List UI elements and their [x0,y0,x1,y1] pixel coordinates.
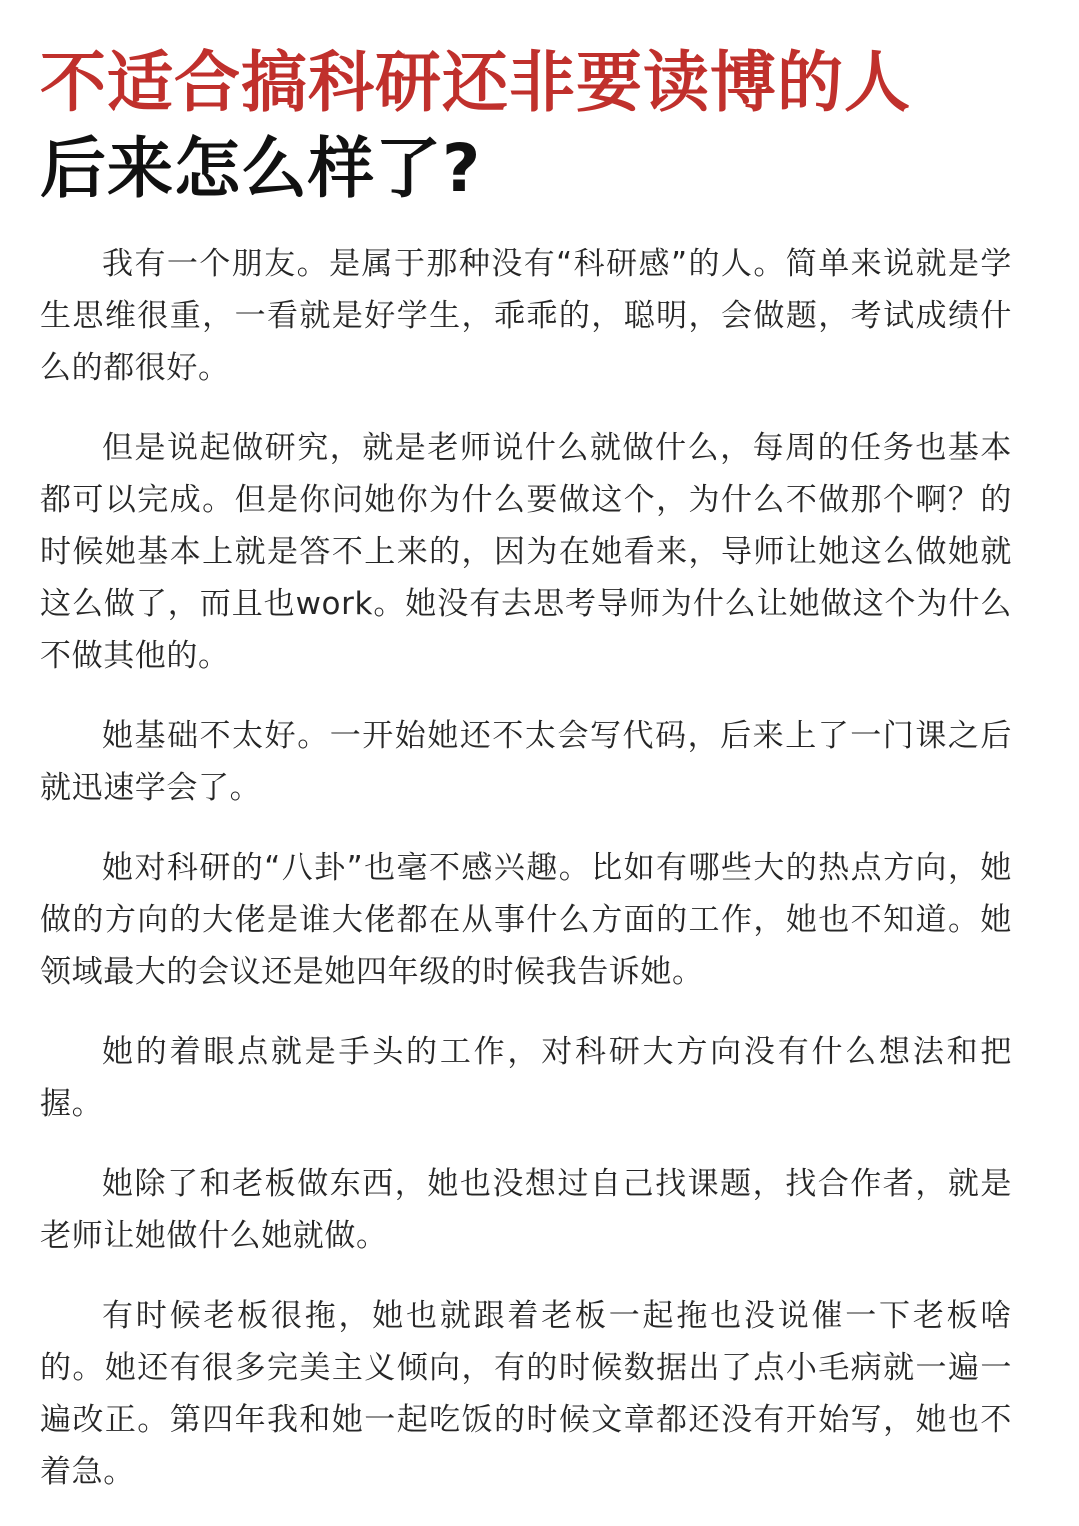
title-line-2: 后来怎么样了? [40,130,482,207]
paragraph-5: 她的着眼点就是手头的工作，对科研大方向没有什么想法和把握。 [40,1034,1012,1122]
paragraph-3: 她基础不太好。一开始她还不太会写代码，后来上了一门课之后就迅速学会了。 [40,718,1012,806]
paragraph-4: 她对科研的“八卦”也毫不感兴趣。比如有哪些大的热点方向，她做的方向的大佬是谁大佬都在从事什么方面的工作，她也不知道。她领域最大的会议还是她四年级的时候我告诉她。 [40,850,1012,990]
article-body [40,238,1012,1498]
title-line-1: 不适合搞科研还非要读博的人 [40,44,911,121]
article [40,40,1012,1526]
paragraph-7: 有时候老板很拖，她也就跟着老板一起拖也没说催一下老板啥的。她还有很多完美主义倾向，有的时候数据出了点小毛病就一遍一遍改正。第四年我和她一起吃饭的时候文章都还没有开始写，她也不着急。 [40,1298,1012,1490]
paragraph-2: 但是说起做研究，就是老师说什么就做什么，每周的任务也基本都可以完成。但是你问她你为什么要做这个，为什么不做那个啊？的时候她基本上就是答不上来的，因为在她看来，导师让她这么做她就这么做了，而且也work。她没有去思考导师为什么让她做这个为什么不做其他的。 [40,430,1012,674]
paragraph-6: 她除了和老板做东西，她也没想过自己找课题，找合作者，就是老师让她做什么她就做。 [40,1166,1012,1254]
paragraph-1: 我有一个朋友。是属于那种没有“科研感”的人。简单来说就是学生思维很重，一看就是好学生，乖乖的，聪明，会做题，考试成绩什么的都很好。 [40,246,1012,386]
